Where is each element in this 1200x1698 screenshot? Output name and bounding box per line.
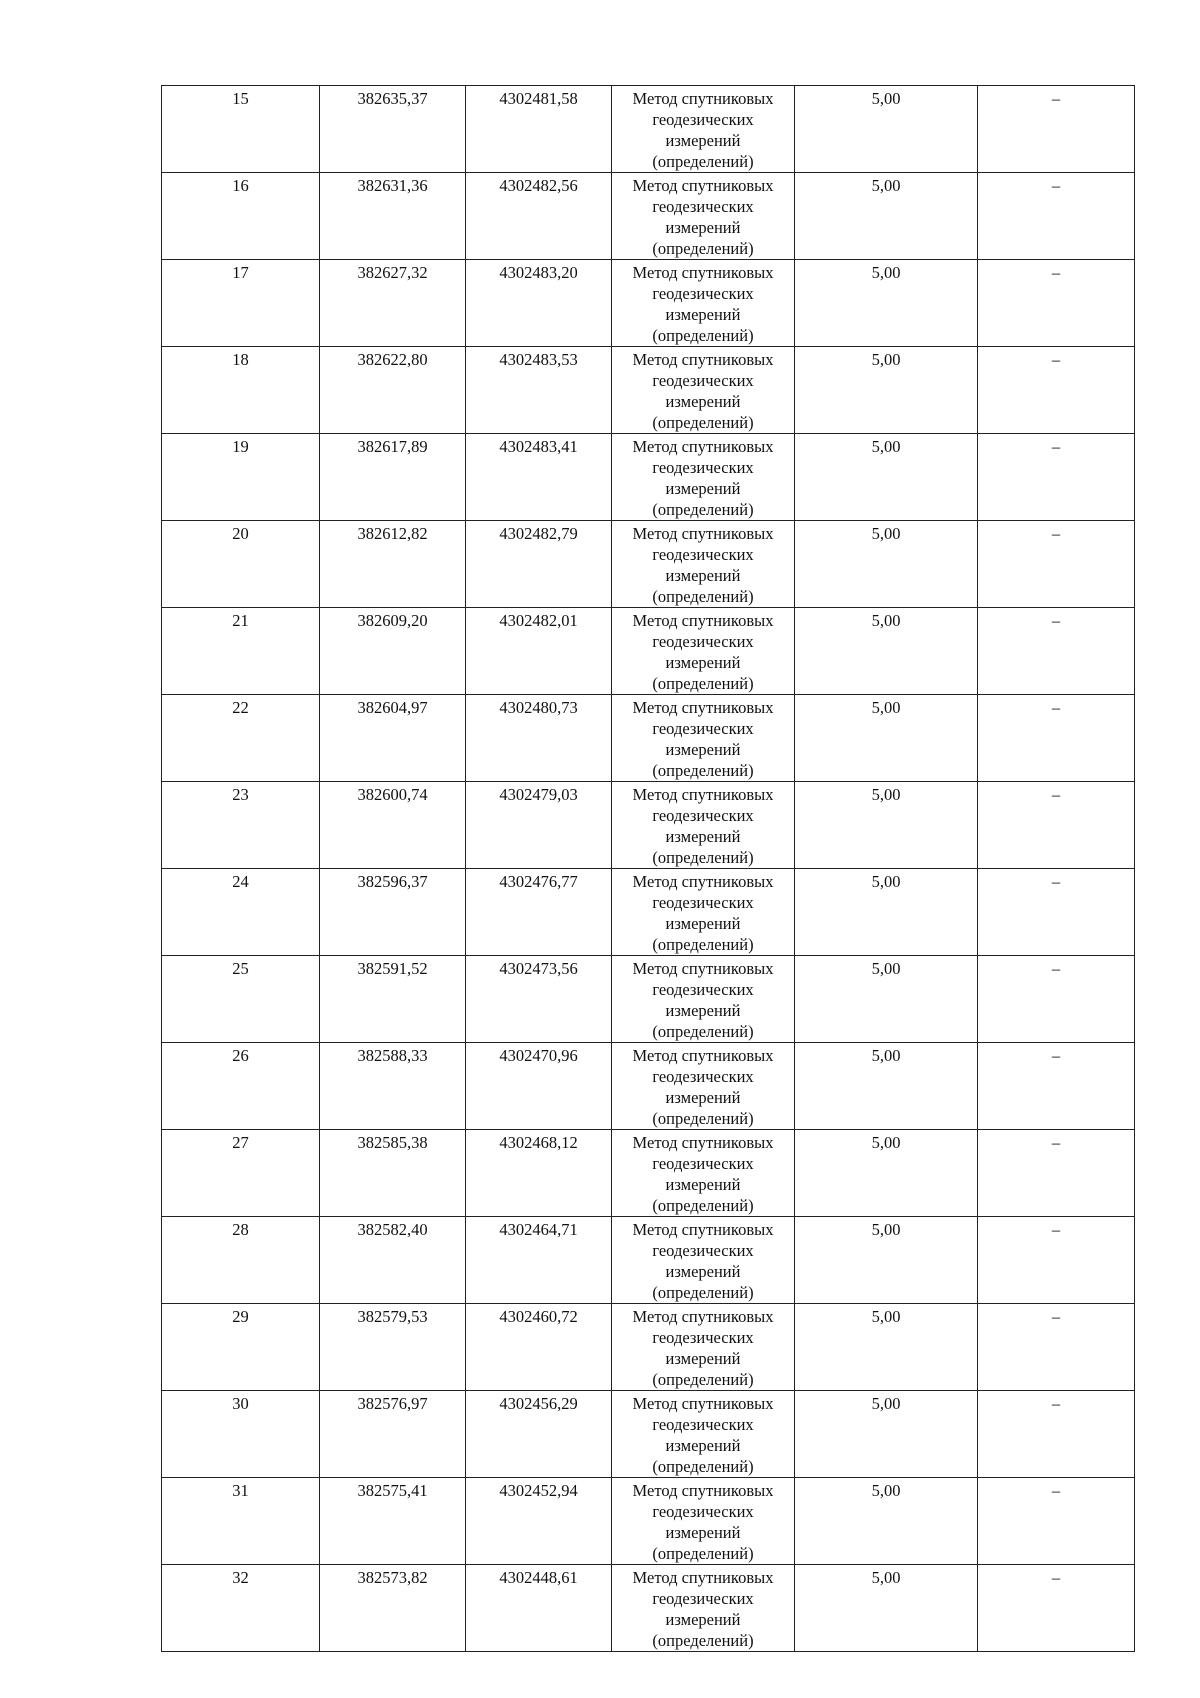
note-cell: – xyxy=(978,260,1135,347)
coordinate-y-cell: 4302476,77 xyxy=(466,869,612,956)
point-number-cell: 31 xyxy=(162,1478,320,1565)
coordinate-y-cell: 4302468,12 xyxy=(466,1130,612,1217)
method-line: Метод спутниковых xyxy=(632,1046,774,1065)
coordinate-x-cell: 382600,74 xyxy=(320,782,466,869)
note-cell: – xyxy=(978,1217,1135,1304)
method-line: геодезических xyxy=(652,458,754,477)
table-row xyxy=(162,695,1135,782)
point-number-cell: 18 xyxy=(162,347,320,434)
note-cell: – xyxy=(978,782,1135,869)
method-line: геодезических xyxy=(652,1502,754,1521)
note-cell: – xyxy=(978,1130,1135,1217)
point-number-cell: 22 xyxy=(162,695,320,782)
method-line: геодезических xyxy=(652,545,754,564)
method-line: Метод спутниковых xyxy=(632,176,774,195)
method-cell xyxy=(612,86,795,173)
accuracy-cell: 5,00 xyxy=(795,1391,978,1478)
point-number-cell: 23 xyxy=(162,782,320,869)
method-line: Метод спутниковых xyxy=(632,524,774,543)
accuracy-cell: 5,00 xyxy=(795,347,978,434)
method-cell xyxy=(612,1478,795,1565)
coordinate-x-cell: 382573,82 xyxy=(320,1565,466,1652)
method-line: геодезических xyxy=(652,980,754,999)
coordinate-x-cell: 382617,89 xyxy=(320,434,466,521)
method-cell xyxy=(612,695,795,782)
method-line: геодезических xyxy=(652,284,754,303)
method-cell xyxy=(612,782,795,869)
method-line: Метод спутниковых xyxy=(632,437,774,456)
note-cell: – xyxy=(978,1304,1135,1391)
method-line: (определений) xyxy=(652,413,754,432)
method-line: Метод спутниковых xyxy=(632,698,774,717)
method-line: Метод спутниковых xyxy=(632,611,774,630)
table-body xyxy=(162,86,1135,1652)
method-line: Метод спутниковых xyxy=(632,1133,774,1152)
method-line: (определений) xyxy=(652,1544,754,1563)
note-cell: – xyxy=(978,347,1135,434)
point-number-cell: 26 xyxy=(162,1043,320,1130)
point-number-cell: 32 xyxy=(162,1565,320,1652)
method-cell xyxy=(612,1391,795,1478)
point-number-cell: 16 xyxy=(162,173,320,260)
note-cell: – xyxy=(978,1565,1135,1652)
method-line: (определений) xyxy=(652,326,754,345)
accuracy-cell: 5,00 xyxy=(795,1565,978,1652)
point-number-cell: 20 xyxy=(162,521,320,608)
method-line: (определений) xyxy=(652,1022,754,1041)
coordinate-x-cell: 382622,80 xyxy=(320,347,466,434)
method-cell xyxy=(612,173,795,260)
coordinate-x-cell: 382575,41 xyxy=(320,1478,466,1565)
coordinate-y-cell: 4302481,58 xyxy=(466,86,612,173)
method-line: (определений) xyxy=(652,1196,754,1215)
coordinate-x-cell: 382635,37 xyxy=(320,86,466,173)
method-cell xyxy=(612,347,795,434)
accuracy-cell: 5,00 xyxy=(795,782,978,869)
note-cell: – xyxy=(978,86,1135,173)
point-number-cell: 19 xyxy=(162,434,320,521)
method-line: измерений xyxy=(665,1349,741,1368)
note-cell: – xyxy=(978,695,1135,782)
method-line: геодезических xyxy=(652,806,754,825)
method-line: измерений xyxy=(665,305,741,324)
accuracy-cell: 5,00 xyxy=(795,521,978,608)
method-line: Метод спутниковых xyxy=(632,1220,774,1239)
coordinate-x-cell: 382579,53 xyxy=(320,1304,466,1391)
coordinates-table xyxy=(161,85,1135,1652)
coordinate-y-cell: 4302452,94 xyxy=(466,1478,612,1565)
table-row xyxy=(162,956,1135,1043)
method-line: (определений) xyxy=(652,848,754,867)
method-line: геодезических xyxy=(652,1589,754,1608)
coordinate-y-cell: 4302460,72 xyxy=(466,1304,612,1391)
method-line: геодезических xyxy=(652,371,754,390)
accuracy-cell: 5,00 xyxy=(795,1304,978,1391)
method-line: измерений xyxy=(665,566,741,585)
method-line: геодезических xyxy=(652,632,754,651)
point-number-cell: 24 xyxy=(162,869,320,956)
method-line: измерений xyxy=(665,479,741,498)
coordinate-x-cell: 382582,40 xyxy=(320,1217,466,1304)
accuracy-cell: 5,00 xyxy=(795,260,978,347)
table-row xyxy=(162,1304,1135,1391)
accuracy-cell: 5,00 xyxy=(795,1478,978,1565)
accuracy-cell: 5,00 xyxy=(795,434,978,521)
coordinate-y-cell: 4302482,01 xyxy=(466,608,612,695)
coordinate-x-cell: 382627,32 xyxy=(320,260,466,347)
note-cell: – xyxy=(978,1391,1135,1478)
method-line: (определений) xyxy=(652,761,754,780)
note-cell: – xyxy=(978,1043,1135,1130)
method-line: (определений) xyxy=(652,935,754,954)
note-cell: – xyxy=(978,608,1135,695)
point-number-cell: 17 xyxy=(162,260,320,347)
coordinate-y-cell: 4302464,71 xyxy=(466,1217,612,1304)
note-cell: – xyxy=(978,521,1135,608)
method-cell xyxy=(612,608,795,695)
method-line: Метод спутниковых xyxy=(632,872,774,891)
method-cell xyxy=(612,434,795,521)
note-cell: – xyxy=(978,956,1135,1043)
method-line: Метод спутниковых xyxy=(632,350,774,369)
table-row xyxy=(162,260,1135,347)
method-cell xyxy=(612,1043,795,1130)
accuracy-cell: 5,00 xyxy=(795,1130,978,1217)
accuracy-cell: 5,00 xyxy=(795,869,978,956)
table-row xyxy=(162,434,1135,521)
coordinate-x-cell: 382612,82 xyxy=(320,521,466,608)
method-line: измерений xyxy=(665,653,741,672)
method-line: геодезических xyxy=(652,893,754,912)
method-line: геодезических xyxy=(652,110,754,129)
method-line: (определений) xyxy=(652,674,754,693)
coordinate-y-cell: 4302456,29 xyxy=(466,1391,612,1478)
coordinate-y-cell: 4302480,73 xyxy=(466,695,612,782)
method-line: (определений) xyxy=(652,152,754,171)
table-row xyxy=(162,1478,1135,1565)
point-number-cell: 30 xyxy=(162,1391,320,1478)
method-line: измерений xyxy=(665,392,741,411)
method-line: Метод спутниковых xyxy=(632,89,774,108)
method-line: Метод спутниковых xyxy=(632,1394,774,1413)
method-line: (определений) xyxy=(652,587,754,606)
table-row xyxy=(162,869,1135,956)
point-number-cell: 28 xyxy=(162,1217,320,1304)
method-line: Метод спутниковых xyxy=(632,263,774,282)
method-cell xyxy=(612,869,795,956)
method-line: измерений xyxy=(665,1523,741,1542)
method-line: геодезических xyxy=(652,1067,754,1086)
method-cell xyxy=(612,1130,795,1217)
method-cell xyxy=(612,1304,795,1391)
coordinate-y-cell: 4302479,03 xyxy=(466,782,612,869)
note-cell: – xyxy=(978,1478,1135,1565)
table-row xyxy=(162,1043,1135,1130)
coordinate-y-cell: 4302482,56 xyxy=(466,173,612,260)
coordinate-x-cell: 382576,97 xyxy=(320,1391,466,1478)
method-line: геодезических xyxy=(652,1415,754,1434)
point-number-cell: 27 xyxy=(162,1130,320,1217)
accuracy-cell: 5,00 xyxy=(795,608,978,695)
method-cell xyxy=(612,1217,795,1304)
method-line: Метод спутниковых xyxy=(632,1307,774,1326)
method-line: геодезических xyxy=(652,1328,754,1347)
coordinate-x-cell: 382591,52 xyxy=(320,956,466,1043)
method-line: (определений) xyxy=(652,239,754,258)
coordinate-x-cell: 382585,38 xyxy=(320,1130,466,1217)
coordinate-x-cell: 382596,37 xyxy=(320,869,466,956)
method-line: измерений xyxy=(665,1001,741,1020)
method-line: геодезических xyxy=(652,1241,754,1260)
point-number-cell: 25 xyxy=(162,956,320,1043)
table-row xyxy=(162,1391,1135,1478)
coordinate-y-cell: 4302482,79 xyxy=(466,521,612,608)
method-line: Метод спутниковых xyxy=(632,959,774,978)
method-cell xyxy=(612,956,795,1043)
table-row xyxy=(162,1565,1135,1652)
method-line: измерений xyxy=(665,740,741,759)
method-line: (определений) xyxy=(652,1457,754,1476)
method-line: измерений xyxy=(665,1262,741,1281)
coordinate-y-cell: 4302483,20 xyxy=(466,260,612,347)
accuracy-cell: 5,00 xyxy=(795,173,978,260)
coordinate-y-cell: 4302448,61 xyxy=(466,1565,612,1652)
method-line: (определений) xyxy=(652,1631,754,1650)
table-row xyxy=(162,347,1135,434)
method-cell xyxy=(612,260,795,347)
coordinate-x-cell: 382588,33 xyxy=(320,1043,466,1130)
accuracy-cell: 5,00 xyxy=(795,695,978,782)
method-line: геодезических xyxy=(652,1154,754,1173)
point-number-cell: 29 xyxy=(162,1304,320,1391)
table-row xyxy=(162,86,1135,173)
table-row xyxy=(162,1217,1135,1304)
method-line: измерений xyxy=(665,1175,741,1194)
coordinate-x-cell: 382609,20 xyxy=(320,608,466,695)
note-cell: – xyxy=(978,173,1135,260)
method-line: измерений xyxy=(665,1088,741,1107)
accuracy-cell: 5,00 xyxy=(795,86,978,173)
method-line: измерений xyxy=(665,1436,741,1455)
method-line: измерений xyxy=(665,1610,741,1629)
table-row xyxy=(162,173,1135,260)
method-line: измерений xyxy=(665,218,741,237)
method-line: Метод спутниковых xyxy=(632,1568,774,1587)
table-row xyxy=(162,521,1135,608)
note-cell: – xyxy=(978,869,1135,956)
coordinate-x-cell: 382604,97 xyxy=(320,695,466,782)
table-row xyxy=(162,1130,1135,1217)
table-row xyxy=(162,608,1135,695)
point-number-cell: 21 xyxy=(162,608,320,695)
accuracy-cell: 5,00 xyxy=(795,956,978,1043)
method-line: (определений) xyxy=(652,1109,754,1128)
table-row xyxy=(162,782,1135,869)
method-line: измерений xyxy=(665,131,741,150)
coordinate-x-cell: 382631,36 xyxy=(320,173,466,260)
method-line: геодезических xyxy=(652,719,754,738)
method-line: геодезических xyxy=(652,197,754,216)
coordinate-y-cell: 4302473,56 xyxy=(466,956,612,1043)
method-cell xyxy=(612,521,795,608)
method-line: Метод спутниковых xyxy=(632,1481,774,1500)
method-line: Метод спутниковых xyxy=(632,785,774,804)
method-cell xyxy=(612,1565,795,1652)
method-line: (определений) xyxy=(652,500,754,519)
coordinate-y-cell: 4302470,96 xyxy=(466,1043,612,1130)
accuracy-cell: 5,00 xyxy=(795,1043,978,1130)
method-line: измерений xyxy=(665,827,741,846)
note-cell: – xyxy=(978,434,1135,521)
accuracy-cell: 5,00 xyxy=(795,1217,978,1304)
coordinate-y-cell: 4302483,53 xyxy=(466,347,612,434)
method-line: измерений xyxy=(665,914,741,933)
method-line: (определений) xyxy=(652,1370,754,1389)
coordinate-y-cell: 4302483,41 xyxy=(466,434,612,521)
method-line: (определений) xyxy=(652,1283,754,1302)
point-number-cell: 15 xyxy=(162,86,320,173)
